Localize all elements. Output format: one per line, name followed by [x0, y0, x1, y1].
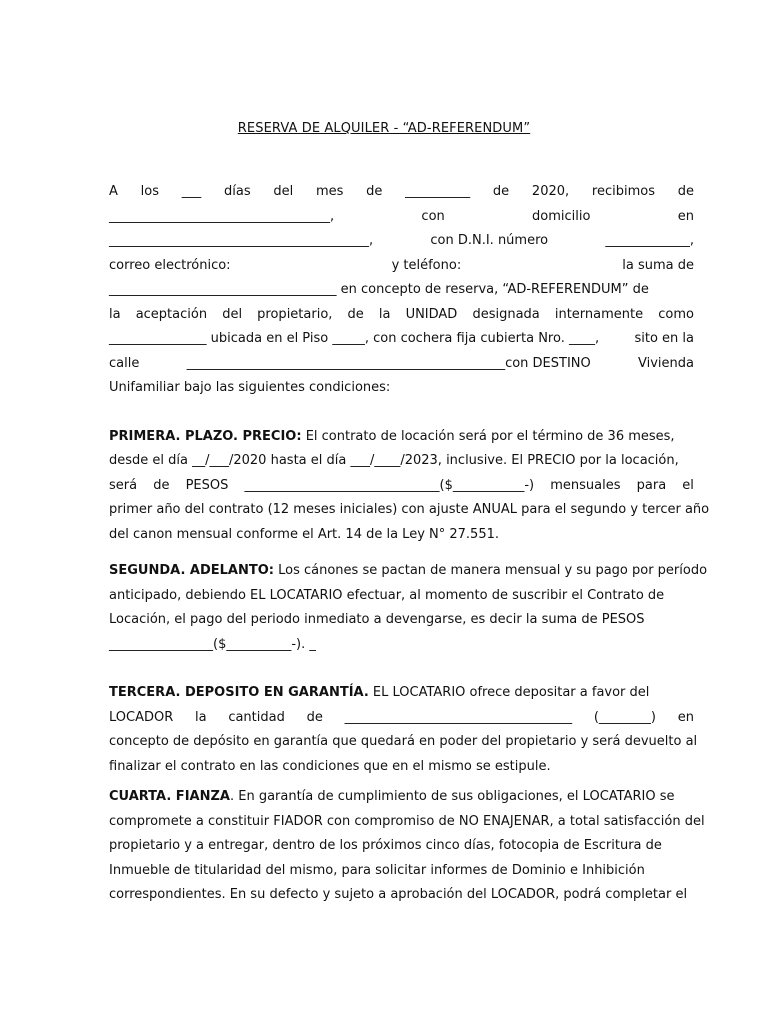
- text-line: [109, 278, 694, 303]
- text-word: los: [140, 184, 159, 199]
- text-word: en: [677, 208, 694, 224]
- text-line: [109, 425, 694, 450]
- text-line: [109, 633, 694, 658]
- text-line: [109, 755, 694, 780]
- text-word: desde el día __/___/2020 hasta el día ___/____/2023, inclusive. El PRECIO por la locación,: [109, 453, 679, 468]
- text-word: Locación, el pago del periodo inmediato a devengarse, es decir la suma de PESOS: [109, 612, 645, 627]
- clause-heading: PRIMERA. PLAZO. PRECIO:: [109, 428, 302, 444]
- text-line: [109, 559, 708, 584]
- text-word: con: [421, 208, 445, 224]
- text-word: . En garantía de cumplimiento de sus obligaciones, el LOCATARIO se: [229, 789, 675, 804]
- text-word: Los cánones se pactan de manera mensual y su pago por período: [278, 563, 708, 578]
- text-word: la: [195, 709, 207, 725]
- text-word: domicilio: [532, 208, 591, 224]
- text-word: mes: [315, 184, 344, 199]
- text-word: será: [109, 477, 138, 493]
- text-word: y teléfono:: [391, 257, 462, 273]
- text-word: Inmueble de titularidad del mismo, para solicitar informes de Dominio e Inhibición: [109, 862, 645, 878]
- text-word: internamente: [554, 306, 644, 322]
- document-body: [109, 180, 710, 908]
- text-word: LOCADOR: [109, 709, 174, 725]
- clause-heading: TERCERA. DEPOSITO EN GARANTÍA.: [109, 685, 369, 700]
- text-word: de: [153, 477, 170, 493]
- text-word: propietario,: [257, 306, 333, 322]
- text-word: compromete a constituir FIADOR con compromiso de NO ENAJENAR, a total satisfacción del: [109, 813, 705, 829]
- text-line: [109, 376, 694, 401]
- clause-heading: SEGUNDA. ADELANTO:: [109, 563, 274, 578]
- text-line: [109, 303, 694, 328]
- text-line: [109, 730, 698, 755]
- text-word: anticipado, debiendo EL LOCATARIO efectuar, al momento de suscribir el Contrato de: [109, 587, 665, 603]
- document-title: RESERVA DE ALQUILER - “AD-REFERENDUM”: [237, 121, 531, 136]
- text-line: [109, 584, 694, 609]
- text-word: mensuales: [550, 477, 621, 493]
- text-line: [109, 205, 694, 230]
- text-word: días: [224, 184, 251, 199]
- text-word: correspondientes. En su defecto y sujeto a aprobación del LOCADOR, podrá completar el: [109, 887, 688, 902]
- text-word: Unifamiliar bajo las siguientes condiciones:: [109, 380, 391, 395]
- text-line: [109, 327, 694, 352]
- text-word: de: [677, 184, 694, 199]
- text-word: la: [109, 306, 121, 322]
- text-word: aceptación: [135, 306, 208, 322]
- text-line: [109, 474, 694, 499]
- text-line: [109, 498, 710, 523]
- text-word: EL LOCATARIO ofrece depositar a favor del: [372, 685, 650, 700]
- text-word: el: [682, 477, 694, 493]
- text-word: la: [378, 306, 391, 322]
- text-line: [109, 523, 694, 548]
- text-line: [109, 254, 694, 279]
- text-line: [109, 810, 705, 835]
- clause-heading: CUARTA. FIANZA: [109, 789, 230, 804]
- text-line: [109, 883, 694, 908]
- text-word: la suma de: [622, 257, 694, 273]
- text-line: [109, 834, 694, 859]
- text-word: ________________($__________-). _: [109, 636, 316, 652]
- text-word: con D.N.I. número: [430, 233, 549, 248]
- text-word: __________: [405, 184, 471, 199]
- text-word: para: [636, 477, 667, 493]
- text-word: PESOS: [185, 477, 229, 493]
- text-line: [109, 706, 694, 731]
- clause-segunda: [109, 559, 708, 657]
- text-word: como: [658, 306, 694, 322]
- intro-paragraph: [109, 180, 694, 401]
- text-word: designada: [472, 306, 540, 322]
- text-word: cantidad: [228, 709, 285, 725]
- text-word: 2020,: [531, 184, 570, 199]
- text-line: [109, 859, 694, 884]
- text-word: de: [492, 184, 510, 199]
- text-line: [109, 785, 694, 810]
- text-word: El contrato de locación será por el término de 36 meses,: [305, 428, 675, 444]
- text-word: en: [677, 709, 694, 725]
- text-word: propietario y a entregar, dentro de los próximos cinco días, fotocopia de Escritura de: [109, 838, 662, 853]
- text-line: [109, 608, 694, 633]
- text-word: Vivienda: [638, 355, 694, 371]
- text-line: [109, 681, 694, 706]
- clause-cuarta: [109, 785, 705, 908]
- text-word: _________________________________________________con DESTINO: [186, 355, 591, 371]
- clause-primera: [109, 425, 710, 548]
- text-word: finalizar el contrato en las condiciones que en el mismo se estipule.: [109, 758, 551, 774]
- text-word: de: [366, 184, 383, 199]
- text-word: de: [306, 709, 323, 725]
- text-word: del canon mensual conforme el Art. 14 de la Ley N° 27.551.: [109, 526, 499, 542]
- text-word: concepto de depósito en garantía que quedará en poder del propietario y será devuelto al: [109, 734, 698, 749]
- text-word: ______________________________($___________-): [244, 477, 535, 493]
- text-word: del: [273, 184, 294, 199]
- text-line: [109, 449, 694, 474]
- text-word: __________________________________,: [109, 208, 335, 224]
- text-word: _____________,: [605, 233, 694, 248]
- text-line: [109, 352, 694, 377]
- text-word: primer año del contrato (12 meses iniciales) con ajuste ANUAL para el segundo y tercer año: [109, 502, 710, 517]
- text-word: ________________________________________,: [109, 233, 374, 248]
- text-word: sito en la: [634, 331, 694, 346]
- text-word: correo electrónico:: [109, 257, 231, 273]
- text-word: calle: [109, 355, 140, 371]
- text-word: ___________________________________: [344, 709, 573, 725]
- text-word: recibimos: [591, 184, 655, 199]
- text-line: [109, 229, 694, 254]
- text-word: _______________ ubicada en el Piso _____, con cochera fija cubierta Nro. ____,: [109, 331, 600, 346]
- text-word: ___: [181, 184, 202, 199]
- text-word: ___________________________________ en concepto de reserva, “AD-REFERENDUM” de: [109, 282, 649, 297]
- text-line: [109, 180, 694, 205]
- text-word: (________): [593, 709, 656, 725]
- text-word: de: [347, 306, 364, 322]
- clause-tercera: [109, 681, 698, 779]
- text-word: A: [109, 184, 118, 199]
- text-word: UNIDAD: [405, 306, 458, 322]
- text-word: del: [222, 306, 243, 322]
